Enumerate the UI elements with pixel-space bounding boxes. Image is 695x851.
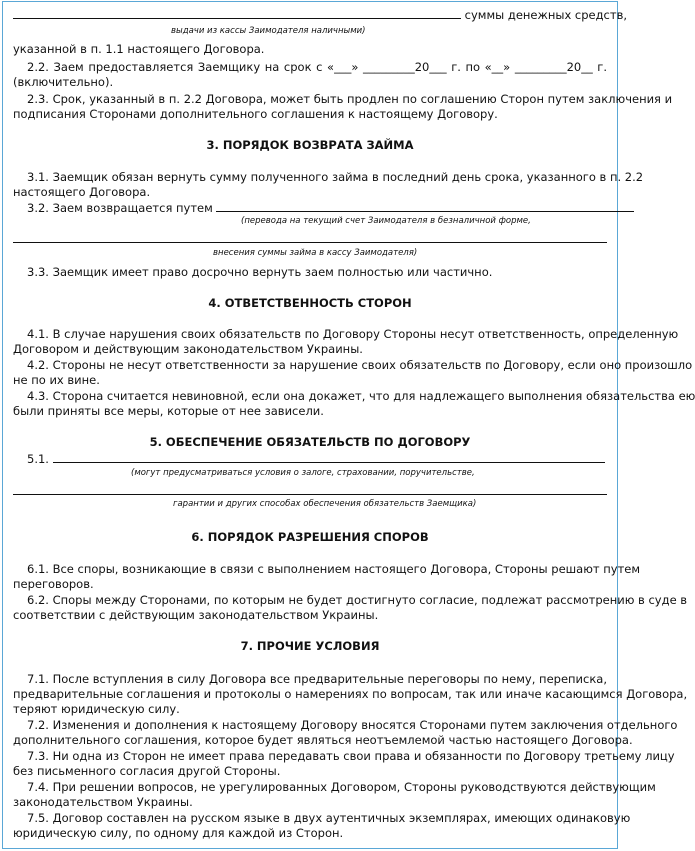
blank-line-full xyxy=(13,242,607,243)
blank-line xyxy=(13,8,461,19)
paragraph-2-2-line-2: (включительно). xyxy=(13,75,114,89)
paragraph-2-3-line-2: подписания Сторонами дополнительного соглашения к настоящему Договору. xyxy=(13,107,498,121)
paragraph-4-2-line-2: не по их вине. xyxy=(13,373,100,387)
paragraph-7-5-line-1: 7.5. Договор составлен на русском языке в двух аутентичных экземплярах, имеющих одинаковую xyxy=(27,811,631,825)
top-line-1 xyxy=(13,8,628,23)
paragraph-3-1-line-1: 3.1. Заемщик обязан вернуть сумму полученного займа в последний день срока, указанного в п. 2.2 xyxy=(27,170,644,184)
paragraph-4-1-line-2: Договором и действующим законодательством Украины. xyxy=(13,342,363,356)
paragraph-7-3-line-1: 7.3. Ни одна из Сторон не имеет права передавать свои права и обязанности по Договору третьему лицу xyxy=(27,749,675,763)
blank-line xyxy=(216,201,634,212)
paragraph-5-1-line xyxy=(13,452,607,467)
paragraph-7-1-line-3: теряют юридическую силу. xyxy=(13,702,180,716)
paragraph-7-5-line-2: юридическую силу, по одному для каждой из Сторон. xyxy=(13,826,344,840)
note-cash-deposit: внесения суммы займа в кассу Заимодателя) xyxy=(213,248,418,258)
paragraph-4-3-line-2: были приняты все меры, которые от нее зависели. xyxy=(13,404,324,418)
section-6-heading: 6. ПОРЯДОК РАЗРЕШЕНИЯ СПОРОВ xyxy=(191,530,429,544)
paragraph-7-2-line-1: 7.2. Изменения и дополнения к настоящему Договору вносятся Сторонами путем заключения отдельного xyxy=(27,718,678,732)
paragraph-2-3-line-1: 2.3. Срок, указанный в п. 2.2 Договора, может быть продлен по соглашению Сторон путем заключения и xyxy=(27,92,673,106)
paragraph-3-3: 3.3. Заемщик имеет право досрочно вернуть заем полностью или частично. xyxy=(27,265,493,279)
paragraph-7-1-line-2: предварительные соглашения и протоколы о намерениях по вопросам, так или иначе касающимся Договора, xyxy=(13,687,688,701)
paragraph-4-1-line-1: 4.1. В случае нарушения своих обязательств по Договору Стороны несут ответственность, определенную xyxy=(27,327,679,341)
section-7-heading: 7. ПРОЧИЕ УСЛОВИЯ xyxy=(240,639,380,653)
note-collateral: (могут предусматриваться условия о залоге, страховании, поручительстве, xyxy=(131,468,475,478)
document-page xyxy=(2,1,695,849)
paragraph-line: указанной в п. 1.1 настоящего Договора. xyxy=(13,42,265,56)
note-cash-withdrawal: выдачи из кассы Заимодателя наличными) xyxy=(171,26,366,36)
note-bank-transfer: (перевода на текущий счет Заимодателя в безналичной форме, xyxy=(241,216,531,226)
paragraph-6-2-line-1: 6.2. Споры между Сторонами, по которым не будет достигнуто согласие, подлежат рассмотрению в суде в xyxy=(27,593,688,607)
section-3-heading: 3. ПОРЯДОК ВОЗВРАТА ЗАЙМА xyxy=(206,138,414,152)
paragraph-7-2-line-2: дополнительного соглашения, которое будет являться неотъемлемой частью настоящего Договора. xyxy=(13,733,633,747)
paragraph-6-1-line-1: 6.1. Все споры, возникающие в связи с выполнением настоящего Договора, Стороны решают путем xyxy=(27,562,641,576)
paragraph-3-2-label: 3.2. Заем возвращается путем xyxy=(27,201,213,215)
paragraph-7-4-line-1: 7.4. При решении вопросов, не урегулированных Договором, Стороны руководствуются действующим xyxy=(27,780,656,794)
paragraph-3-1-line-2: настоящего Договора. xyxy=(13,185,151,199)
paragraph-6-2-line-2: соответствии с действующим законодательством Украины. xyxy=(13,608,379,622)
blank-line xyxy=(53,452,605,463)
paragraph-5-1-label: 5.1. xyxy=(27,452,49,466)
section-5-heading: 5. ОБЕСПЕЧЕНИЕ ОБЯЗАТЕЛЬСТВ ПО ДОГОВОРУ xyxy=(149,435,471,449)
paragraph-6-1-line-2: переговоров. xyxy=(13,577,94,591)
paragraph-2-2-line-1: 2.2. Заем предоставляется Заемщику на срок с «___» _________20___ г. по «__» _________20__ г. xyxy=(27,60,607,74)
paragraph-7-4-line-2: законодательством Украины. xyxy=(13,795,193,809)
paragraph-4-3-line-1: 4.3. Сторона считается невиновной, если она докажет, что для надлежащего выполнения обязательства ею xyxy=(27,389,695,403)
paragraph-7-3-line-2: без письменного согласия другой Стороны. xyxy=(13,764,281,778)
paragraph-3-2-line xyxy=(13,201,607,216)
section-4-heading: 4. ОТВЕТСТВЕННОСТЬ СТОРОН xyxy=(208,296,412,310)
paragraph-4-2-line-1: 4.2. Стороны не несут ответственности за нарушение своих обязательств по Договору, если оно произошло xyxy=(27,358,693,372)
paragraph-7-1-line-1: 7.1. После вступления в силу Договора все предварительные переговоры по нему, переписка, xyxy=(27,672,607,686)
top-line-1-tail: суммы денежных средств, xyxy=(464,8,628,22)
blank-line-full xyxy=(13,494,607,495)
note-guarantees: гарантии и других способах обеспечения обязательств Заемщика) xyxy=(173,499,477,509)
